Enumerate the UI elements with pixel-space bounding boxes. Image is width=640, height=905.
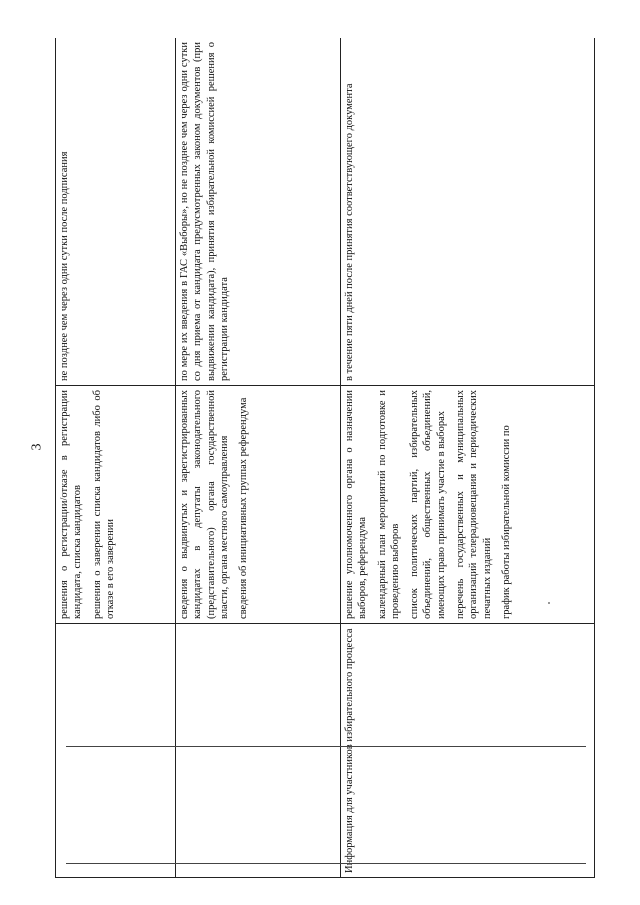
info-item: сведения о выдвинутых и зарегистрированных кандидатах в депутаты законодательного (представительного) органа государственной власти, органа местного самоуправления — [179, 390, 230, 619]
document-table — [55, 38, 595, 878]
category-cell — [176, 624, 341, 878]
info-item: календарный план мероприятий по подготовке и проведению выборов — [376, 390, 401, 619]
info-item: список политических партий, избирательных объединений, общественных объединений, имеющих право принимать участие в выборах — [409, 390, 447, 619]
ruled-line — [66, 746, 586, 747]
term-cell: по мере их введения в ГАС «Выборы», но не позднее чем через одни сутки со дня приема от кандидата предусмотренных законом документов (при выдвижении кандидата), принятия избирательной комиссией решения о регистрации кандидата — [176, 38, 341, 386]
document-table-region — [55, 38, 595, 878]
category-cell: Информация для участников избирательного процесса — [341, 624, 595, 878]
info-item: перечень государственных и муниципальных организаций телерадиовещания и периодических печатных изданий — [455, 390, 493, 619]
scan-speck — [548, 602, 550, 604]
term-cell: не позднее чем через одни сутки после подписания — [56, 38, 176, 386]
info-cell — [341, 386, 595, 624]
ruled-line — [66, 863, 586, 864]
info-cell — [176, 386, 341, 624]
table-row — [341, 38, 595, 878]
info-item: сведения об инициативных группах референдума — [238, 397, 250, 619]
table-row — [176, 38, 341, 878]
info-item: решения о заверении списка кандидатов либо об отказе в его заверении — [91, 390, 116, 619]
category-cell — [56, 624, 176, 878]
info-item: график работы избирательной комиссии по — [500, 425, 512, 619]
page-number: 3 — [29, 443, 45, 451]
info-item: решения о регистрации/отказе в регистрации кандидата, списка кандидатов — [59, 390, 84, 619]
term-cell: в течение пяти дней после принятия соответствующего документа — [341, 38, 595, 386]
info-cell — [56, 386, 176, 624]
info-item: решение уполномоченного органа о назначении выборов, референдума — [344, 390, 369, 619]
info-table — [55, 38, 595, 878]
table-row — [56, 38, 176, 878]
